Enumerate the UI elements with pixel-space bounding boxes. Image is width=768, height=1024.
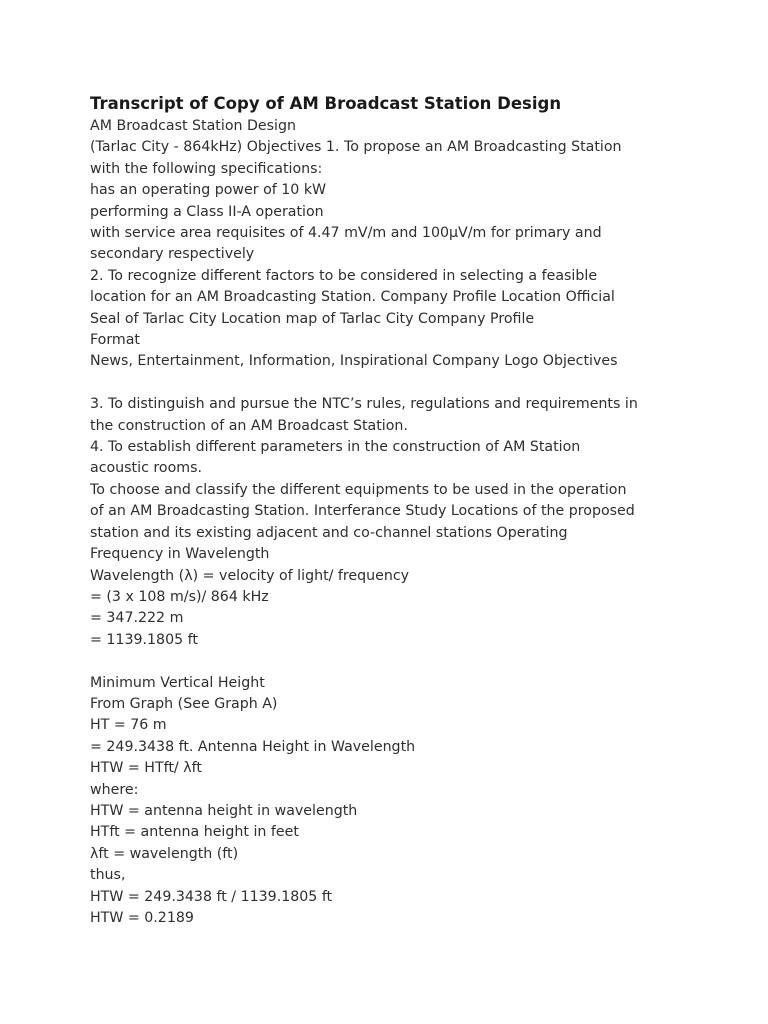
text-line: = (3 x 108 m/s)/ 864 kHz <box>90 588 269 605</box>
blank-line <box>90 651 690 672</box>
text-line: HTft = antenna height in feet <box>90 824 299 841</box>
text-line: HTW = 249.3438 ft / 1139.1805 ft <box>90 888 333 905</box>
text-line: HTW = 0.2189 <box>90 910 194 926</box>
blank-line <box>90 373 690 394</box>
text-line: Format <box>90 332 140 349</box>
text-line: HT = 76 m <box>90 717 167 734</box>
text-line: News, Entertainment, Information, Inspirational Company Logo Objectives <box>90 353 618 370</box>
text-line: 4. To establish different parameters in the construction of AM Station <box>90 439 581 456</box>
text-line: performing a Class II-A operation <box>90 203 324 220</box>
text-line: thus, <box>90 867 126 884</box>
text-line: the construction of an AM Broadcast Station. <box>90 417 408 434</box>
text-line: AM Broadcast Station Design <box>90 118 296 134</box>
text-line: = 347.222 m <box>90 610 184 627</box>
text-line: HTW = HTft/ λft <box>90 760 202 777</box>
text-line: Wavelength (λ) = velocity of light/ frequency <box>90 567 410 584</box>
text-line: 3. To distinguish and pursue the NTC’s rules, regulations and requirements in <box>90 396 638 413</box>
document-body <box>90 92 690 929</box>
text-line: of an AM Broadcasting Station. Interferance Study Locations of the proposed <box>90 503 635 520</box>
text-line: = 1139.1805 ft <box>90 631 198 648</box>
text-line: where: <box>90 781 139 798</box>
text-line: From Graph (See Graph A) <box>90 695 278 712</box>
text-line: with the following specifications: <box>90 160 323 177</box>
text-line: location for an AM Broadcasting Station. Company Profile Location Official <box>90 289 615 306</box>
document-title: Transcript of Copy of AM Broadcast Station Design <box>90 94 562 113</box>
text-line: HTW = antenna height in wavelength <box>90 802 358 819</box>
text-line: Seal of Tarlac City Location map of Tarlac City Company Profile <box>90 310 535 327</box>
text-line: station and its existing adjacent and co-channel stations Operating <box>90 524 568 541</box>
text-line: acoustic rooms. <box>90 460 202 477</box>
text-line: has an operating power of 10 kW <box>90 182 327 199</box>
text-line: Minimum Vertical Height <box>90 674 265 691</box>
text-line: To choose and classify the different equipments to be used in the operation <box>90 481 627 498</box>
text-line: 2. To recognize different factors to be considered in selecting a feasible <box>90 267 598 284</box>
text-line: λft = wavelength (ft) <box>90 845 239 862</box>
text-line: (Tarlac City - 864kHz) Objectives 1. To propose an AM Broadcasting Station <box>90 139 622 156</box>
text-line: with service area requisites of 4.47 mV/m and 100µV/m for primary and <box>90 225 602 242</box>
text-line: secondary respectively <box>90 246 255 263</box>
text-line: Frequency in Wavelength <box>90 546 270 563</box>
text-line: = 249.3438 ft. Antenna Height in Wavelength <box>90 738 416 755</box>
